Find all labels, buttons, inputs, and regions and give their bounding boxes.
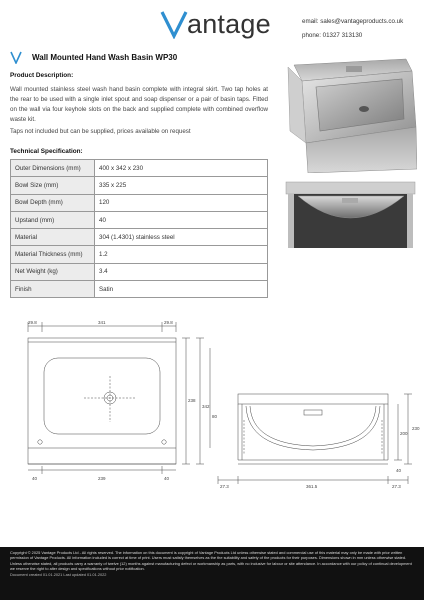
spec-label: Net Weight (kg) [11,263,95,280]
spec-value: Satin [95,281,268,298]
product-title: Wall Mounted Hand Wash Basin WP30 [32,53,178,62]
footer [0,547,424,600]
side-dim-bottom-mid: 361.5 [306,484,318,489]
dim-top-right: 29.8 [164,320,173,325]
product-title-row [10,51,177,64]
spec-label: Material Thickness (mm) [11,246,95,263]
spec-value: 304 (1.4301) stainless steel [95,229,268,246]
spec-label: Outer Dimensions (mm) [11,160,95,177]
description-heading: Product Description: [10,72,74,79]
phone-line[interactable]: phone: 01327 313130 [302,32,363,39]
dim-bottom-right: 40 [164,476,170,481]
table-row [11,211,268,228]
side-dim-height-small: 40 [396,468,402,473]
dim-height-right: 238 [188,398,196,403]
spec-value: 1.2 [95,246,268,263]
product-description: Wall mounted stainless steel wash hand basin complete with integral skirt. Two tap holes at the rear to be used with a single inlet spout and soap dispenser or a pair of basin taps. Fitted on the wall via four keyhole slots on the back and supplied complete with combined overflow waste kit. [10,86,268,123]
side-dim-bottom-left: 27.3 [220,484,229,489]
dim-height-inner: 80 [212,414,218,419]
vantage-logo [160,8,271,40]
spec-label: Bowl Size (mm) [11,177,95,194]
table-row [11,194,268,211]
spec-label: Material [11,229,95,246]
spec-label: Bowl Depth (mm) [11,194,95,211]
side-dim-height-far: 230 [412,426,420,431]
specification-heading: Technical Specification: [10,148,83,155]
table-row [11,246,268,263]
front-view-drawing [14,318,224,488]
table-row [11,160,268,177]
dim-top-mid: 341 [98,320,106,325]
spec-label: Finish [11,281,95,298]
footer-created: Document created 01.01.2021 Last updated 01.01.2022 [10,572,107,578]
logo-text: antage [187,9,271,39]
vantage-v-small-icon [10,51,22,64]
dim-height-far: 342 [202,404,210,409]
dim-bottom-mid: 239 [98,476,106,481]
footer-legal: Copyright © 2025 Vantage Products Ltd - All rights reserved. The information on this document is copyright of Vantage Products Ltd unless otherwise stated and commercial use of this material may only be made with prior written permission of Vantage Products. All information included is correct at time of print. Users must satisfy themselves as the the suitability and safety of the products for their purposes. Dimensions shown in mm unless otherwise stated. Unless otherwise stated, all products carry a warranty of twelve (12) months against manufacturing defect or workmanship as parts, with no inclusive for labour or site attendance. In accordance with our policy of continual development we reserve the right to alter design and specifications without prior notification. [10,550,412,571]
vantage-v-logo-icon [160,9,188,39]
product-photo-angled [284,57,417,173]
dim-top-left: 29.8 [28,320,37,325]
side-dim-height-right: 200 [400,431,408,436]
product-photo-underside [284,178,417,250]
table-row [11,281,268,298]
contact-block [302,15,403,43]
email-line[interactable]: email: sales@vantageproducts.co.uk [302,18,404,25]
product-note: Taps not included but can be supplied, prices available on request [10,128,191,135]
side-view-drawing [208,380,422,496]
spec-label: Upstand (mm) [11,211,95,228]
table-row [11,263,268,280]
spec-value: 400 x 342 x 230 [95,160,268,177]
spec-value: 40 [95,211,268,228]
spec-value: 335 x 225 [95,177,268,194]
side-dim-bottom-right: 27.3 [392,484,401,489]
table-row [11,229,268,246]
table-row [11,177,268,194]
spec-value: 3.4 [95,263,268,280]
spec-value: 120 [95,194,268,211]
specification-table [10,159,268,298]
dim-bottom-left: 40 [32,476,38,481]
